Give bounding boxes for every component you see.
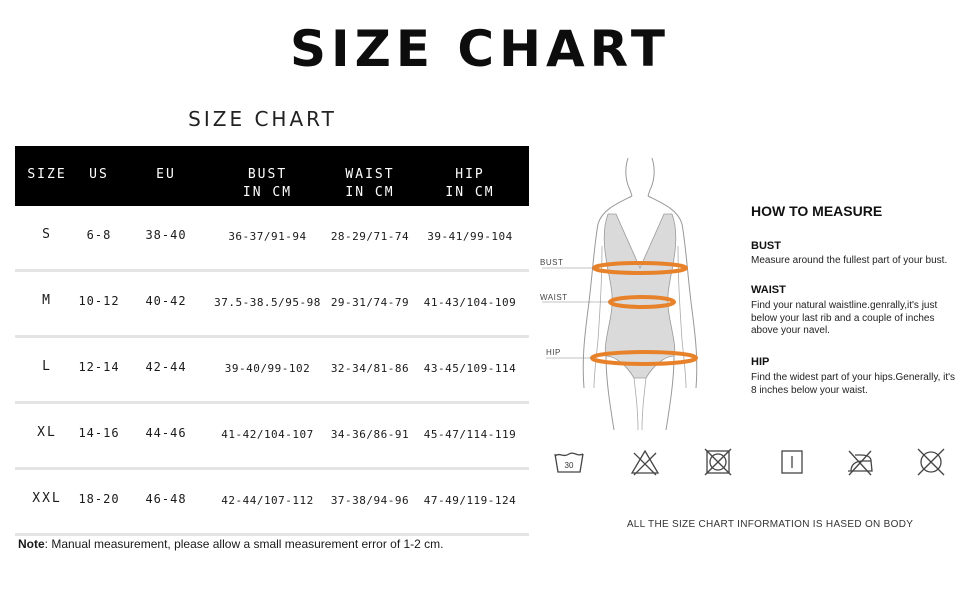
cell-hip: 47-49/119-124: [423, 494, 517, 507]
cell-us: 14-16: [78, 426, 120, 440]
header-waist-line1: WAIST: [345, 167, 395, 182]
cell-eu: 44-46: [145, 426, 187, 440]
wash-temperature: 30: [564, 461, 574, 470]
table-row: [15, 404, 529, 470]
cell-eu: 38-40: [145, 228, 187, 242]
cell-eu: 40-42: [145, 294, 187, 308]
header-hip-line1: HIP: [455, 167, 485, 182]
cell-waist: 37-38/94-96: [330, 494, 410, 507]
waist-instructions: Find your natural waistline.genrally,it's just below your last rib and a couple of inches above your navel.: [751, 300, 938, 336]
cell-bust: 39-40/99-102: [224, 362, 311, 375]
how-to-measure-title: HOW TO MEASURE: [751, 203, 883, 219]
figure-label-bust: BUST: [540, 258, 564, 267]
header-hip-line2: IN CM: [445, 185, 495, 200]
wash-30-icon: [552, 445, 586, 479]
cell-size: S: [42, 227, 52, 242]
cell-hip: 41-43/104-109: [423, 296, 517, 309]
header-size: SIZE: [27, 167, 67, 182]
cell-size: M: [42, 293, 52, 308]
no-dry-clean-icon: [914, 445, 948, 479]
table-header: [15, 146, 529, 206]
no-iron-icon: [843, 445, 877, 479]
cell-size: XL: [37, 425, 57, 440]
bust-instructions: Measure around the fullest part of your bust.: [751, 255, 948, 266]
header-waist-line2: IN CM: [345, 185, 395, 200]
cell-hip: 45-47/114-119: [423, 428, 517, 441]
figure-label-hip: HIP: [546, 348, 561, 357]
cell-us: 10-12: [78, 294, 120, 308]
cell-bust: 37.5-38.5/95-98: [214, 296, 321, 309]
dry-flat-icon: [775, 445, 809, 479]
cell-size: XXL: [32, 491, 62, 506]
note-text: : Manual measurement, please allow a small measurement error of 1-2 cm.: [44, 537, 444, 551]
waist-heading: WAIST: [751, 284, 786, 296]
header-bust: [200, 166, 335, 202]
cell-waist: 28-29/71-74: [330, 230, 410, 243]
cell-bust: 36-37/91-94: [228, 230, 307, 243]
body-silhouette-illustration: [536, 150, 736, 430]
bust-heading: BUST: [751, 240, 781, 252]
cell-eu: 42-44: [145, 360, 187, 374]
table-row: [15, 338, 529, 404]
cell-waist: 34-36/86-91: [330, 428, 410, 441]
cell-hip: 43-45/109-114: [423, 362, 517, 375]
hip-heading: HIP: [751, 356, 770, 368]
cell-size: L: [42, 359, 52, 374]
measurement-note: [18, 537, 444, 551]
table-row: [15, 206, 529, 272]
header-hip: [415, 166, 525, 202]
header-waist: [325, 166, 415, 202]
header-us: US: [89, 167, 109, 182]
cell-hip: 39-41/99-104: [427, 230, 513, 243]
cell-bust: 42-44/107-112: [221, 494, 314, 507]
cell-us: 6-8: [86, 228, 112, 242]
page-title: SIZE CHART: [289, 20, 671, 78]
cell-us: 12-14: [78, 360, 120, 374]
cell-bust: 41-42/104-107: [221, 428, 314, 441]
cell-us: 18-20: [78, 492, 120, 506]
footer-note: ALL THE SIZE CHART INFORMATION IS HASED ON BODY: [626, 519, 914, 530]
hip-instructions: Find the widest part of your hips.Generally, it's 8 inches below your waist.: [751, 372, 956, 396]
table-title: SIZE CHART: [188, 107, 337, 131]
no-bleach-icon: [628, 445, 662, 479]
cell-eu: 46-48: [145, 492, 187, 506]
header-bust-line1: BUST: [247, 167, 288, 182]
cell-waist: 29-31/74-79: [330, 296, 410, 309]
cell-waist: 32-34/81-86: [330, 362, 410, 375]
body-measure-figure: [536, 150, 736, 430]
no-tumble-dry-icon: [701, 445, 735, 479]
care-icons-row: [548, 445, 958, 481]
note-label: Note: [18, 537, 45, 551]
table-row: [15, 470, 529, 536]
table-row: [15, 272, 529, 338]
size-table: [15, 146, 529, 536]
header-bust-line2: IN CM: [242, 185, 293, 200]
header-eu: EU: [156, 167, 176, 182]
figure-label-waist: WAIST: [540, 293, 568, 302]
